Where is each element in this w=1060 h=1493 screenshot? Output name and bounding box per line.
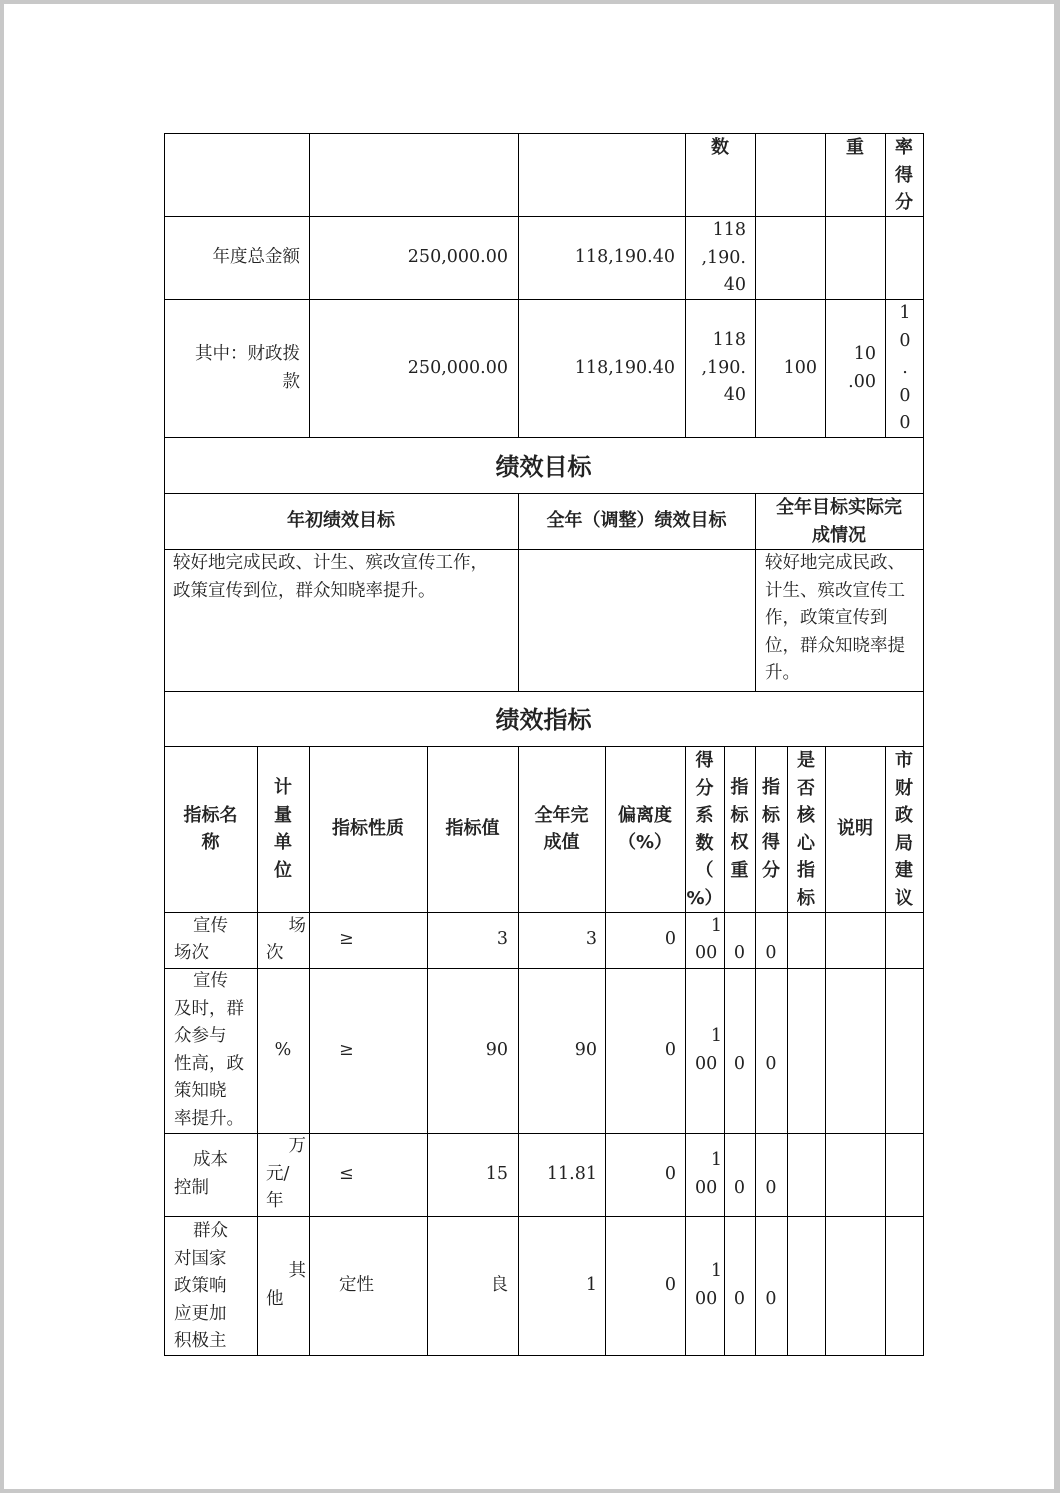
table-rule bbox=[164, 968, 924, 969]
indicator-header: 得 bbox=[762, 832, 780, 853]
table-bottom-border bbox=[164, 1355, 924, 1356]
indicator-header: 心 bbox=[797, 832, 815, 854]
indicator-header: 分 bbox=[695, 777, 714, 799]
indicator-name: 应更加 bbox=[174, 1303, 227, 1324]
indicator-unit: 万 bbox=[288, 1136, 306, 1157]
table-rule bbox=[164, 1216, 924, 1217]
indicator-header: 市 bbox=[895, 750, 913, 771]
indicator-header: 位 bbox=[274, 859, 292, 881]
indicator-name: 对国家 bbox=[174, 1248, 227, 1269]
indicator-header: 标 bbox=[730, 804, 749, 826]
header-fragment: 得 bbox=[895, 164, 913, 186]
goal-actual-text: 较好地完成民政、 bbox=[765, 553, 905, 573]
indicator-weight: 0 bbox=[733, 943, 746, 963]
goals-col-header: 全年目标实际完 bbox=[776, 497, 902, 518]
indicator-header: 全年完 bbox=[534, 804, 589, 826]
table-rule bbox=[518, 133, 519, 437]
section-title-indicators: 绩效指标 bbox=[495, 706, 592, 734]
indicator-header: 指标值 bbox=[445, 818, 500, 840]
indicator-coef: 1 bbox=[710, 1026, 722, 1046]
indicator-done: 3 bbox=[585, 929, 597, 950]
goal-text: 较好地完成民政、计生、殡改宣传工作， bbox=[173, 553, 488, 573]
indicator-header: 说明 bbox=[837, 818, 873, 840]
goals-col-header: 全年（调整）绩效目标 bbox=[546, 510, 727, 531]
indicator-name: 成本 bbox=[193, 1150, 228, 1170]
rate-value: 0 bbox=[899, 413, 911, 433]
exec-value: 40 bbox=[723, 385, 746, 405]
indicator-header: 建 bbox=[895, 860, 913, 881]
row-label: 年度总金额 bbox=[212, 247, 300, 267]
indicator-header: 是 bbox=[797, 750, 815, 771]
row-label: 款 bbox=[282, 371, 300, 392]
indicator-done: 90 bbox=[574, 1039, 597, 1060]
indicator-header: 成值 bbox=[543, 832, 580, 853]
table-rule bbox=[164, 437, 924, 438]
indicator-nature: 定性 bbox=[339, 1274, 374, 1295]
goal-actual-text: 升。 bbox=[765, 663, 800, 683]
indicator-header: 指标性质 bbox=[332, 818, 404, 840]
indicator-score: 0 bbox=[765, 1053, 777, 1074]
indicator-header: 指 bbox=[730, 777, 749, 798]
indicator-score: 0 bbox=[765, 943, 777, 963]
indicator-name: 及时，群 bbox=[174, 998, 244, 1019]
indicator-name: 群众 bbox=[193, 1221, 228, 1241]
indicator-header: 指 bbox=[797, 860, 815, 881]
indicator-score: 0 bbox=[765, 1288, 777, 1309]
indicator-header: 权 bbox=[730, 832, 749, 853]
row-label: 其中：财政拨 bbox=[195, 344, 300, 364]
goal-text: 政策宣传到位，群众知晓率提升。 bbox=[173, 580, 436, 601]
goals-col-header: 年初绩效目标 bbox=[287, 510, 395, 531]
indicator-header: 单 bbox=[274, 832, 292, 853]
indicator-header: 核 bbox=[797, 805, 815, 826]
indicator-header: 重 bbox=[730, 859, 749, 881]
header-fragment: 重 bbox=[846, 137, 864, 158]
score-value: .00 bbox=[848, 371, 876, 392]
indicator-deviation: 0 bbox=[664, 1039, 676, 1060]
indicator-weight: 0 bbox=[733, 1053, 746, 1074]
table-rule bbox=[309, 133, 310, 437]
indicator-unit: % bbox=[274, 1039, 292, 1060]
indicator-header: （ bbox=[695, 860, 714, 881]
table-rule bbox=[164, 216, 924, 217]
indicator-header: 议 bbox=[895, 887, 913, 909]
indicator-value: 良 bbox=[490, 1274, 508, 1295]
indicator-header: 称 bbox=[201, 832, 220, 853]
rate-value: . bbox=[902, 358, 908, 378]
indicator-header: %） bbox=[686, 887, 723, 909]
indicator-header: 得 bbox=[695, 750, 714, 771]
indicator-header: 局 bbox=[895, 832, 913, 854]
indicator-deviation: 0 bbox=[664, 1274, 676, 1295]
goal-actual-text: 计生、殡改宣传工 bbox=[765, 580, 905, 601]
indicator-weight: 0 bbox=[733, 1288, 746, 1309]
indicator-header: 偏离度 bbox=[618, 804, 672, 826]
indicator-coef: 1 bbox=[710, 1261, 722, 1281]
header-fragment: 率 bbox=[895, 137, 913, 158]
goals-col-header: 成情况 bbox=[812, 524, 866, 546]
indicator-header: 否 bbox=[797, 777, 815, 799]
header-fragment: 数 bbox=[711, 137, 729, 158]
budget-value: 250,000.00 bbox=[407, 358, 508, 378]
indicator-coef: 00 bbox=[695, 1288, 718, 1309]
exec-value: ,190. bbox=[701, 247, 746, 268]
indicator-score: 0 bbox=[765, 1177, 777, 1198]
indicator-name: 策知晓 bbox=[174, 1081, 227, 1101]
indicator-header: 财 bbox=[895, 777, 913, 799]
score-value: 10 bbox=[853, 344, 876, 364]
goal-actual-text: 位，群众知晓率提 bbox=[765, 635, 905, 656]
indicator-header: 标 bbox=[762, 804, 780, 826]
indicator-header: 量 bbox=[274, 804, 292, 826]
exec-value: 118 bbox=[712, 330, 746, 350]
goal-actual-text: 作，政策宣传到 bbox=[765, 608, 888, 628]
table-rule bbox=[164, 299, 924, 300]
actual-value: 118,190.40 bbox=[574, 247, 675, 267]
header-fragment: 分 bbox=[895, 192, 913, 213]
indicator-coef: 00 bbox=[695, 943, 718, 963]
section-title-goals: 绩效目标 bbox=[495, 453, 592, 481]
indicator-name: 政策响 bbox=[174, 1276, 227, 1296]
indicator-unit: 其 bbox=[288, 1261, 306, 1281]
indicator-unit: 次 bbox=[266, 943, 284, 963]
exec-value: 118 bbox=[712, 220, 746, 240]
indicator-name: 众参与 bbox=[174, 1026, 227, 1046]
indicator-header: 指 bbox=[762, 777, 780, 798]
indicator-value: 90 bbox=[485, 1039, 508, 1060]
indicator-header: （%） bbox=[617, 832, 673, 853]
indicator-nature: ≥ bbox=[339, 929, 354, 950]
table-left-border bbox=[164, 133, 165, 1356]
indicator-nature: ≤ bbox=[339, 1163, 354, 1184]
indicator-header: 分 bbox=[762, 859, 780, 881]
table-rule bbox=[755, 133, 756, 437]
indicator-name: 性高，政 bbox=[174, 1053, 244, 1074]
rate-value: 1 bbox=[899, 303, 911, 323]
indicator-header: 政 bbox=[895, 805, 913, 826]
indicator-name: 控制 bbox=[174, 1177, 209, 1198]
rate-value: 0 bbox=[899, 330, 911, 351]
indicator-deviation: 0 bbox=[664, 1163, 676, 1184]
exec-value: ,190. bbox=[701, 357, 746, 378]
indicator-nature: ≥ bbox=[339, 1039, 354, 1060]
table-rule bbox=[164, 133, 924, 134]
indicator-header: 计 bbox=[274, 777, 292, 798]
indicator-done: 11.81 bbox=[546, 1163, 597, 1184]
indicator-name: 率提升。 bbox=[174, 1108, 244, 1129]
indicator-coef: 1 bbox=[710, 915, 722, 936]
indicator-value: 15 bbox=[485, 1163, 508, 1184]
weight-value: 100 bbox=[783, 358, 817, 378]
indicator-unit: 元/ bbox=[266, 1163, 290, 1184]
indicator-unit: 年 bbox=[266, 1191, 284, 1212]
actual-value: 118,190.40 bbox=[574, 358, 675, 378]
indicator-unit: 他 bbox=[266, 1288, 284, 1309]
indicator-name: 宣传 bbox=[193, 971, 228, 991]
indicator-header: 系 bbox=[695, 805, 714, 826]
exec-value: 40 bbox=[723, 275, 746, 295]
indicator-header: 数 bbox=[695, 832, 714, 854]
table-rule bbox=[164, 691, 924, 692]
indicator-value: 3 bbox=[496, 929, 508, 950]
indicator-deviation: 0 bbox=[664, 929, 676, 950]
indicator-coef: 00 bbox=[695, 1053, 718, 1074]
indicator-name: 宣传 bbox=[193, 915, 228, 936]
rate-value: 0 bbox=[899, 385, 911, 406]
indicator-coef: 1 bbox=[710, 1150, 722, 1170]
budget-value: 250,000.00 bbox=[407, 247, 508, 267]
indicator-header: 标 bbox=[797, 887, 815, 909]
indicator-name: 场次 bbox=[174, 943, 209, 963]
indicator-coef: 00 bbox=[695, 1177, 718, 1198]
indicator-done: 1 bbox=[585, 1274, 597, 1295]
indicator-header: 指标名 bbox=[183, 804, 238, 826]
indicator-unit: 场 bbox=[288, 915, 306, 936]
indicator-name: 积极主 bbox=[174, 1331, 227, 1351]
indicator-weight: 0 bbox=[733, 1177, 746, 1198]
